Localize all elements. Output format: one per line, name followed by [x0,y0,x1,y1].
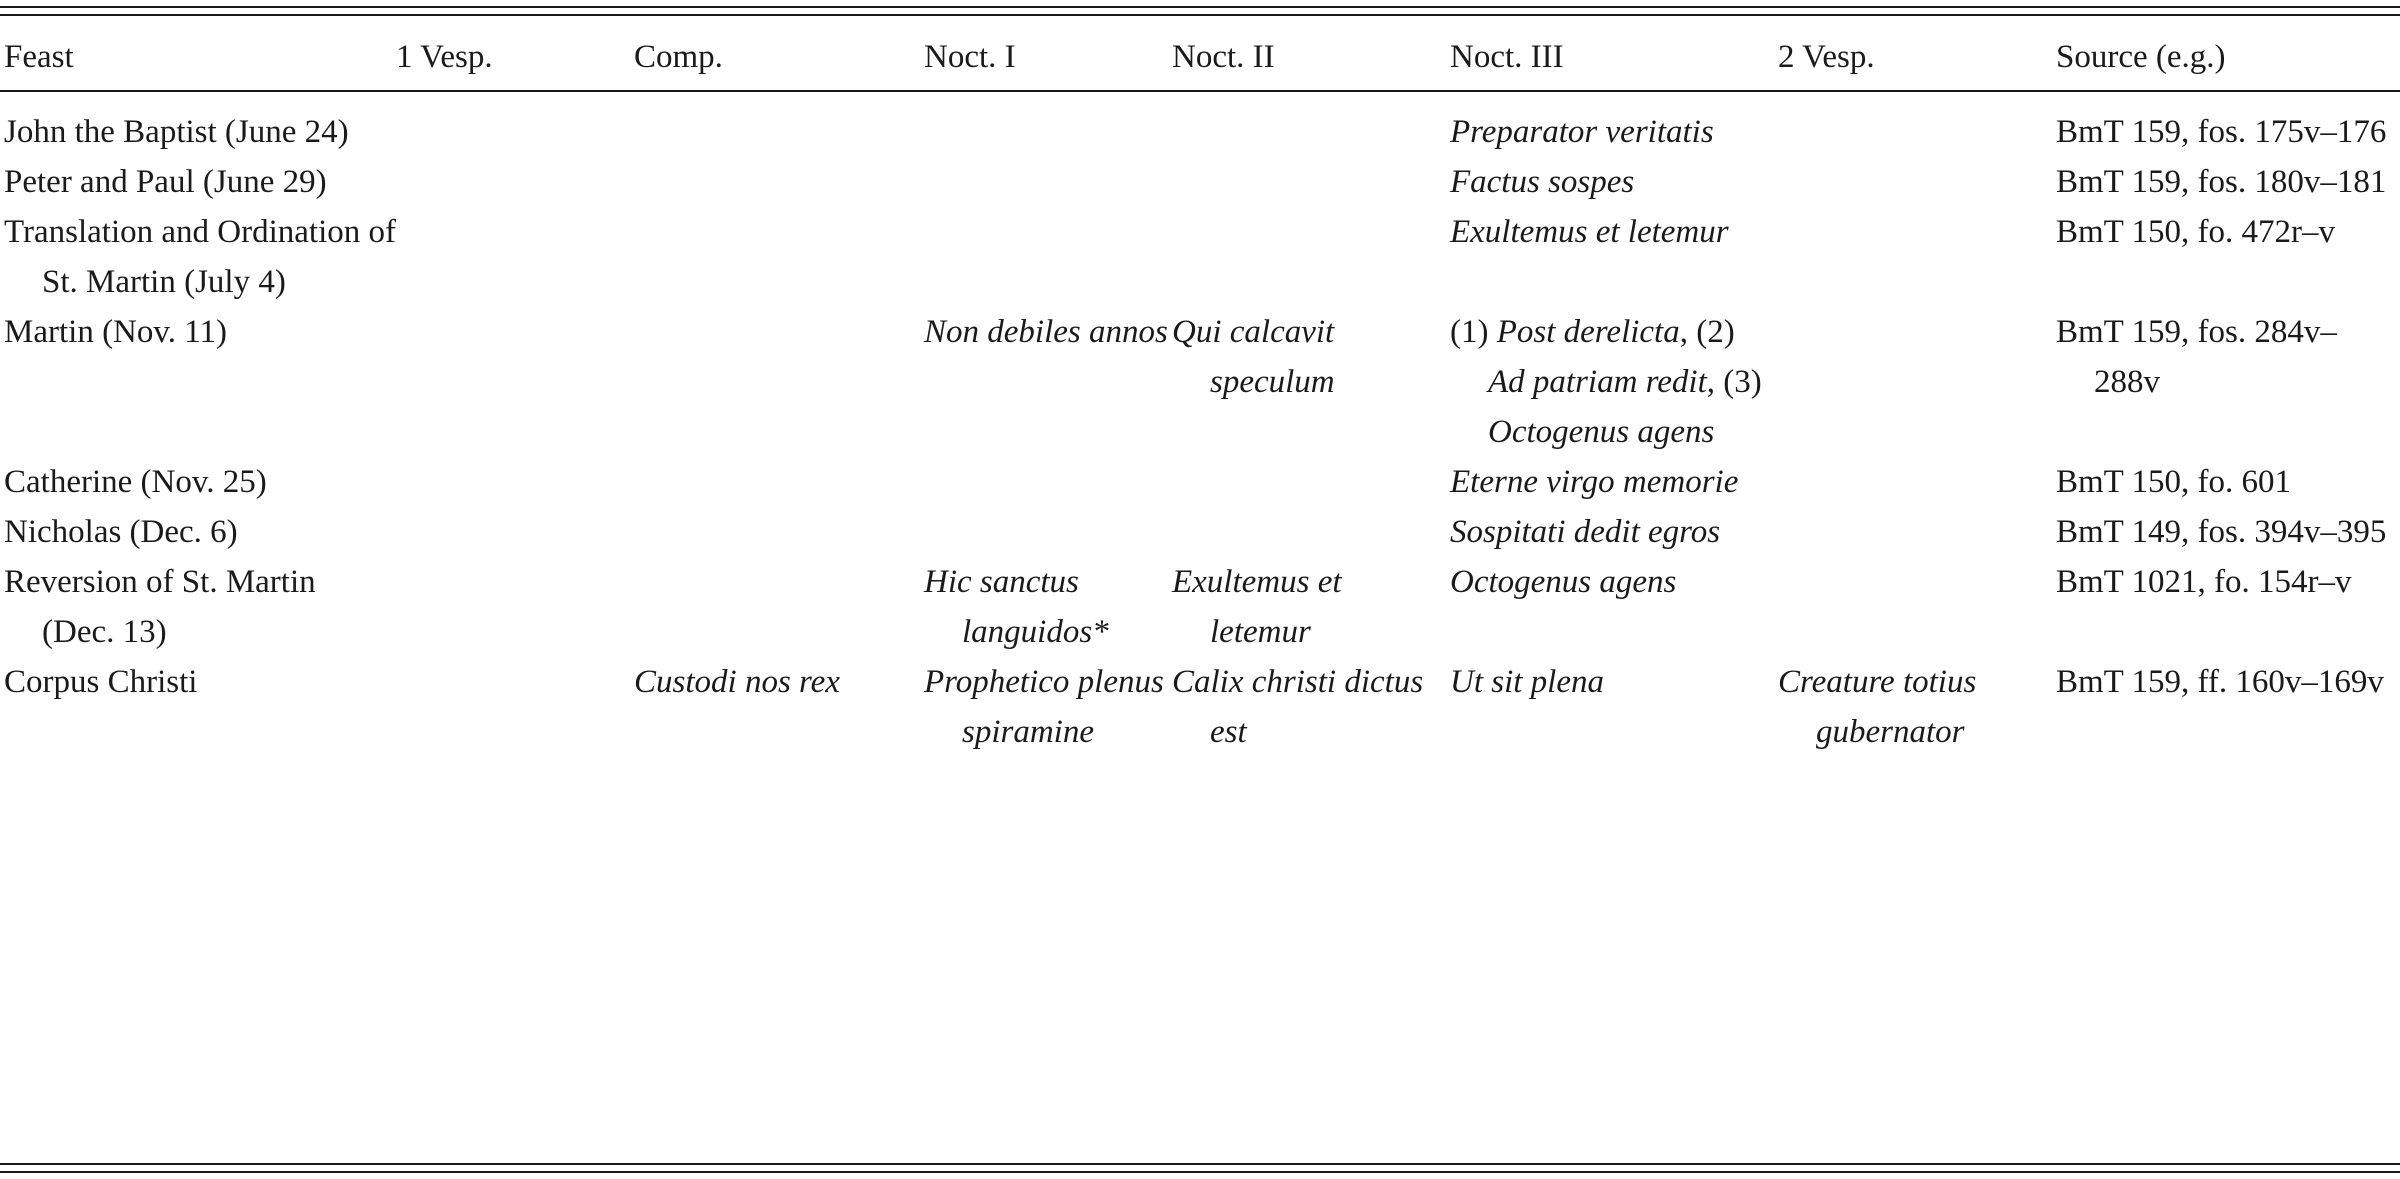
vesp1-cell [396,457,634,507]
vesp1-cell [396,657,634,757]
header-noct2: Noct. II [1172,39,1275,75]
noct1-cell: Hic sanctus languidos* [924,564,1109,650]
noct2-cell: Qui calcavit speculum [1172,314,1335,400]
top-rule-outer [0,6,2400,8]
noct1-cell: Prophetico plenus spiramine [924,664,1164,750]
noct1-cell: Non debiles annos [924,314,1168,350]
noct3-text-1: Post derelicta [1496,314,1680,350]
source-cell: BmT 159, fos. 180v–181 [2056,164,2387,200]
noct3-cell: Ut sit plena [1450,664,1604,700]
feast-cell: Catherine (Nov. 25) [4,464,267,500]
noct3-cell: Preparator veritatis [1450,114,1714,150]
feast-cell: Peter and Paul (June 29) [4,164,327,200]
feast-cell: Martin (Nov. 11) [4,314,228,350]
source-cell: BmT 159, fos. 284v–288v [2056,314,2337,400]
source-cell: BmT 159, fos. 175v–176 [2056,114,2387,150]
table-row [0,157,2400,207]
source-cell: BmT 150, fo. 472r–v [2056,214,2335,250]
table-row [0,307,2400,457]
source-cell: BmT 149, fos. 394v–395 [2056,514,2387,550]
noct3-sep-1: , (2) [1679,314,1735,350]
noct3-text-2: Ad patriam redit [1488,364,1707,400]
noct3-cell: Factus sospes [1450,164,1635,200]
office-feasts-table [0,16,2400,757]
table-row [0,457,2400,507]
bottom-rule-outer [0,1171,2400,1173]
header-feast: Feast [4,39,74,75]
header-vesp2: 2 Vesp. [1778,39,1875,75]
table-row [0,507,2400,557]
header-row [0,16,2400,91]
vesp1-cell [396,557,634,657]
noct3-num-1: (1) [1450,314,1497,350]
header-source: Source (e.g.) [2056,39,2226,75]
header-noct1: Noct. I [924,39,1016,75]
vesp1-cell [396,207,634,307]
header-vesp1: 1 Vesp. [396,39,493,75]
feast-cell: John the Baptist (June 24) [4,114,349,150]
comp-cell: Custodi nos rex [634,664,840,700]
noct3-cell: Sospitati dedit egros [1450,514,1721,550]
feast-cell: Translation and Ordination of St. Martin (July 4) [4,214,396,300]
source-cell: BmT 1021, fo. 154r–v [2056,564,2352,600]
table-row [0,557,2400,657]
vesp2-cell: Creature totius gubernator [1778,664,1977,750]
noct3-cell: Exultemus et letemur [1450,214,1729,250]
table-row [0,91,2400,157]
feast-cell: Reversion of St. Martin (Dec. 13) [4,564,316,650]
noct3-cell [1450,307,1778,457]
vesp1-cell [396,507,634,557]
header-noct3: Noct. III [1450,39,1564,75]
vesp1-cell [396,307,634,457]
table-row [0,657,2400,757]
noct2-cell: Exultemus et letemur [1172,564,1342,650]
bottom-rule-inner [0,1163,2400,1165]
vesp1-cell [396,91,634,157]
source-cell: BmT 159, ff. 160v–169v [2056,664,2384,700]
header-comp: Comp. [634,39,723,75]
noct2-cell: Calix christi dictus est [1172,664,1424,750]
feast-cell: Corpus Christi [4,664,198,700]
source-cell: BmT 150, fo. 601 [2056,464,2291,500]
table-row [0,207,2400,307]
noct3-text-3: Octogenus agens [1488,414,1715,450]
noct3-sep-2: , (3) [1706,364,1762,400]
noct3-cell: Eterne virgo memorie [1450,464,1739,500]
feast-cell: Nicholas (Dec. 6) [4,514,238,550]
noct3-cell: Octogenus agens [1450,564,1677,600]
vesp1-cell [396,157,634,207]
